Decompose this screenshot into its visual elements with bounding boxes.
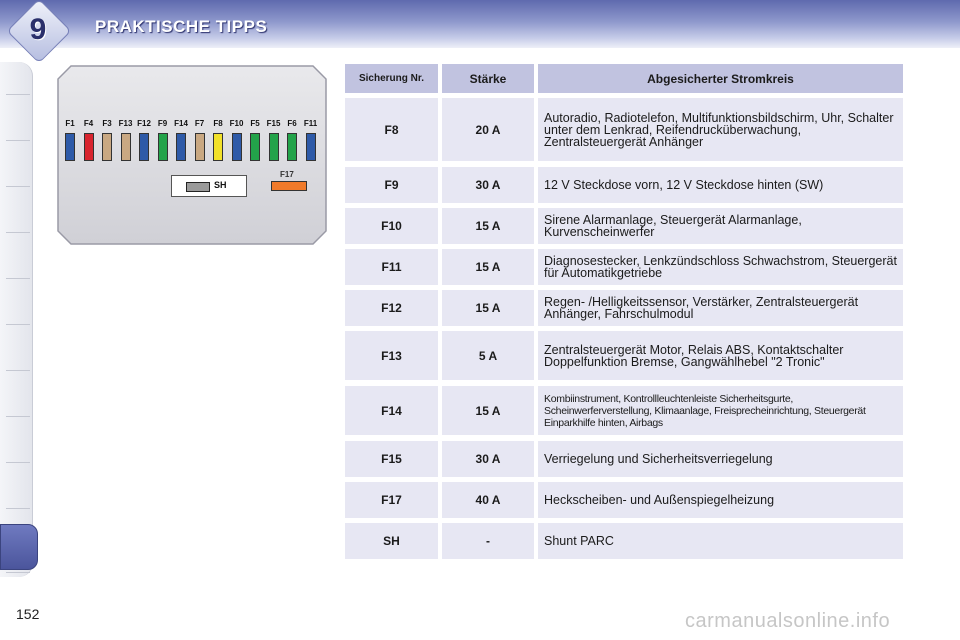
rating-cell: 20 A <box>442 98 534 161</box>
fuse-label: F10 <box>229 119 244 128</box>
rating-cell: 30 A <box>442 441 534 477</box>
circuit-cell: Heckscheiben- und Außenspiegelheizung <box>538 482 903 518</box>
circuit-cell: Diagnosestecker, Lenkzündschloss Schwachstrom, Steuergerät für Automatikgetriebe <box>538 249 903 285</box>
circuit-cell: Kombiinstrument, Kontrollleuchtenleiste Sicherheitsgurte, Scheinwerferverstellung, Klimaanlage, Freisprecheinrichtung, Steuergerät Einparkhilfe hinten, Airbags <box>538 386 903 435</box>
fuse-number-cell: F13 <box>345 331 438 380</box>
tab-divider <box>6 186 30 187</box>
rating-cell: - <box>442 523 534 559</box>
chapter-tab-strip <box>0 62 33 577</box>
circuit-cell: Verriegelung und Sicherheitsverriegelung <box>538 441 903 477</box>
rating-cell: 40 A <box>442 482 534 518</box>
header-rating: Stärke <box>442 64 534 93</box>
fuse-number-cell: F12 <box>345 290 438 326</box>
circuit-cell: Shunt PARC <box>538 523 903 559</box>
rating-cell: 30 A <box>442 167 534 203</box>
shunt-label: SH <box>214 180 227 190</box>
shunt-slot <box>171 175 247 197</box>
fuse-number-cell: F8 <box>345 98 438 161</box>
table-row <box>345 98 903 161</box>
rating-cell: 15 A <box>442 208 534 244</box>
fuse-f8 <box>213 133 223 161</box>
tab-divider <box>6 140 30 141</box>
table-row <box>345 441 903 477</box>
table-row <box>345 331 903 380</box>
shunt-fuse <box>186 182 210 192</box>
fuse-f11 <box>306 133 316 161</box>
fuse-label: F7 <box>194 119 205 128</box>
fuse-f5 <box>250 133 260 161</box>
tab-divider <box>6 462 30 463</box>
fuse-label: F11 <box>303 119 318 128</box>
fuse-number-cell: F15 <box>345 441 438 477</box>
fuse-label: F14 <box>174 119 188 128</box>
chapter-header <box>0 0 960 48</box>
fuse-label: F13 <box>118 119 133 128</box>
fuse-f10 <box>232 133 242 161</box>
rating-cell: 5 A <box>442 331 534 380</box>
rating-cell: 15 A <box>442 290 534 326</box>
watermark: carmanualsonline.info <box>685 610 891 632</box>
chapter-tab-active[interactable] <box>0 524 38 570</box>
fuse-label: F1 <box>65 119 75 128</box>
fuse-number-cell: F14 <box>345 386 438 435</box>
chapter-number: 9 <box>29 13 47 46</box>
fuse-f1 <box>65 133 75 161</box>
fuse-f9 <box>158 133 168 161</box>
tab-divider <box>6 232 30 233</box>
fuse-number-cell: F17 <box>345 482 438 518</box>
fuse-label: F6 <box>287 119 297 128</box>
fuse-number-cell: F11 <box>345 249 438 285</box>
circuit-cell: Zentralsteuergerät Motor, Relais ABS, Kontaktschalter Doppelfunktion Bremse, Gangwählhebel "2 Tronic" <box>538 331 903 380</box>
circuit-cell: Autoradio, Radiotelefon, Multifunktionsbildschirm, Uhr, Schalter unter dem Lenkrad, Reifendrucküberwachung, Zentralsteuergerät Anhänger <box>538 98 903 161</box>
fuse-f4 <box>84 133 94 161</box>
fuse-label: F4 <box>83 119 94 128</box>
header-fuse-number: Sicherung Nr. <box>345 64 438 93</box>
fuse-label: F9 <box>157 119 168 128</box>
table-row <box>345 386 903 435</box>
tab-divider <box>6 416 30 417</box>
fuse-label: F8 <box>213 119 223 128</box>
tab-divider <box>6 508 30 509</box>
fuse-label: F3 <box>102 119 112 128</box>
fuse-number-cell: F10 <box>345 208 438 244</box>
fuse-box-diagram <box>57 65 327 245</box>
circuit-cell: Regen- /Helligkeitssensor, Verstärker, Zentralsteuergerät Anhänger, Fahrschulmodul <box>538 290 903 326</box>
fuse-f17 <box>271 181 307 191</box>
fuse-number-cell: F9 <box>345 167 438 203</box>
fuse-label: F15 <box>266 119 281 128</box>
fuse-f17-label: F17 <box>280 170 294 179</box>
tab-divider <box>6 278 30 279</box>
fuse-f6 <box>287 133 297 161</box>
circuit-cell: Sirene Alarmanlage, Steuergerät Alarmanlage, Kurvenscheinwerfer <box>538 208 903 244</box>
rating-cell: 15 A <box>442 249 534 285</box>
fuse-f13 <box>121 133 131 161</box>
fuse-f7 <box>195 133 205 161</box>
fuse-label: F5 <box>250 119 260 128</box>
table-row <box>345 523 903 559</box>
tab-divider <box>6 94 30 95</box>
circuit-cell: 12 V Steckdose vorn, 12 V Steckdose hinten (SW) <box>538 167 903 203</box>
fuse-f15 <box>269 133 279 161</box>
chapter-title: PRAKTISCHE TIPPS <box>95 17 268 36</box>
table-row <box>345 249 903 285</box>
table-row <box>345 482 903 518</box>
table-row <box>345 167 903 203</box>
fuse-f14 <box>176 133 186 161</box>
fuse-number-cell: SH <box>345 523 438 559</box>
page-number: 152 <box>16 606 40 622</box>
fuse-f3 <box>102 133 112 161</box>
tab-divider <box>6 370 30 371</box>
tab-divider <box>6 324 30 325</box>
fuse-f12 <box>139 133 149 161</box>
header-circuit: Abgesicherter Stromkreis <box>538 64 903 93</box>
rating-cell: 15 A <box>442 386 534 435</box>
table-row <box>345 208 903 244</box>
fuse-label: F12 <box>137 119 151 128</box>
table-header-row <box>345 64 903 93</box>
tab-divider <box>6 572 30 573</box>
table-row <box>345 290 903 326</box>
